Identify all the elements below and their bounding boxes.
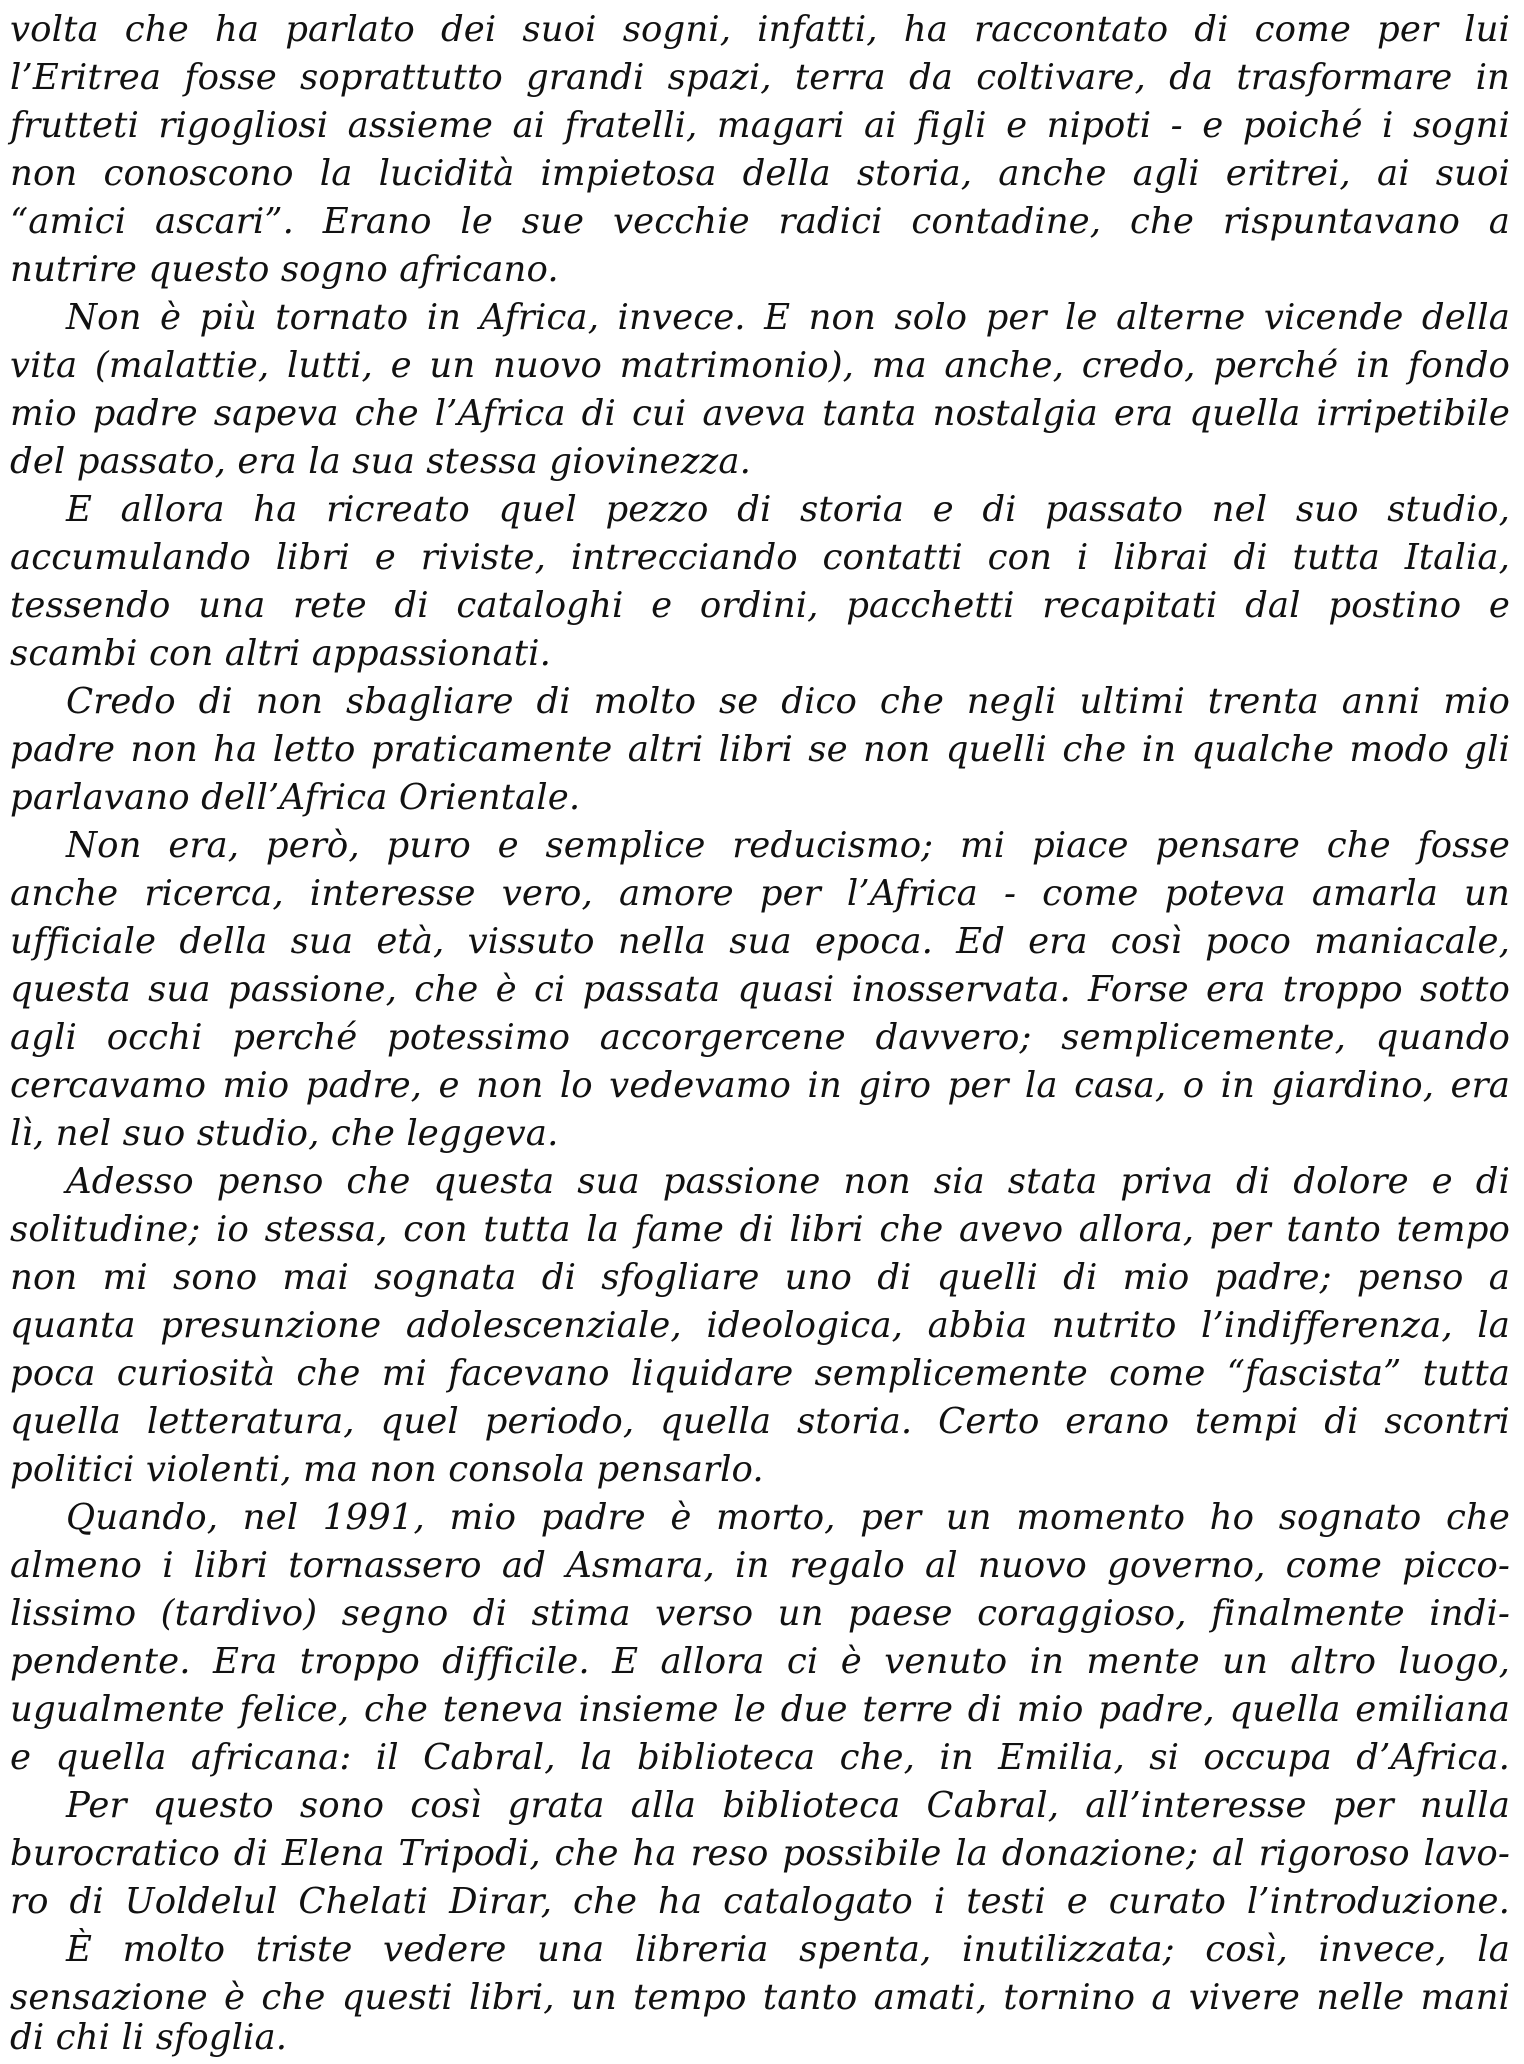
text-line: scambi con altri appassionati. [10, 633, 551, 674]
text-line: del passato, era la sua stessa giovinezza. [10, 441, 751, 482]
text-line: frutteti rigogliosi assieme ai fratelli, magari ai figli e nipoti - e poiché i sogni [10, 105, 1510, 146]
text-line: agli occhi perché potessimo accorgercene davvero; semplicemente, quando [10, 1017, 1510, 1058]
text-line: e quella africana: il Cabral, la biblioteca che, in Emilia, si occupa d’Africa. [10, 1737, 1510, 1778]
paragraph-first-line: È molto triste vedere una libreria spenta, inutilizzata; così, invece, la [66, 1929, 1510, 1970]
text-line: sensazione è che questi libri, un tempo tanto amati, tornino a vivere nelle mani [10, 1977, 1510, 2018]
paragraph-first-line: Adesso penso che questa sua passione non sia stata priva di dolore e di [66, 1161, 1510, 1202]
text-line: anche ricerca, interesse vero, amore per l’Africa - come poteva amarla un [10, 873, 1510, 914]
text-line: solitudine; io stessa, con tutta la fame di libri che avevo allora, per tanto tempo [10, 1209, 1510, 1250]
text-line: volta che ha parlato dei suoi sogni, infatti, ha raccontato di come per lui [10, 9, 1510, 50]
text-line: accumulando libri e riviste, intrecciando contatti con i librai di tutta Italia, [10, 537, 1510, 578]
text-line: parlavano dell’Africa Orientale. [10, 777, 581, 818]
text-line: almeno i libri tornassero ad Asmara, in regalo al nuovo governo, come picco- [10, 1545, 1510, 1586]
paragraph-first-line: Quando, nel 1991, mio padre è morto, per un momento ho sognato che [66, 1497, 1510, 1538]
text-line: di chi li sfoglia. [10, 2017, 288, 2058]
text-line: nutrire questo sogno africano. [10, 249, 559, 290]
document-page [10, 0, 1510, 2064]
text-line: quella letteratura, quel periodo, quella storia. Certo erano tempi di scontri [10, 1401, 1510, 1442]
text-line: l’Eritrea fosse soprattutto grandi spazi, terra da coltivare, da trasformare in [10, 57, 1510, 98]
text-line: padre non ha letto praticamente altri libri se non quelli che in qualche modo gli [10, 729, 1510, 770]
text-line: lì, nel suo studio, che leggeva. [10, 1113, 559, 1154]
text-line: non mi sono mai sognata di sfogliare uno di quelli di mio padre; penso a [10, 1257, 1510, 1298]
text-line: burocratico di Elena Tripodi, che ha reso possibile la donazione; al rigoroso lavo- [10, 1833, 1510, 1874]
text-line: ro di Uoldelul Chelati Dirar, che ha catalogato i testi e curato l’introduzione. [10, 1881, 1510, 1922]
paragraph-first-line: Per questo sono così grata alla biblioteca Cabral, all’interesse per nulla [66, 1785, 1510, 1826]
text-line: ugualmente felice, che teneva insieme le due terre di mio padre, quella emiliana [10, 1689, 1510, 1730]
text-line: non conoscono la lucidità impietosa della storia, anche agli eritrei, ai suoi [10, 153, 1510, 194]
paragraph-first-line: Non era, però, puro e semplice reducismo; mi piace pensare che fosse [66, 825, 1510, 866]
text-line: vita (malattie, lutti, e un nuovo matrimonio), ma anche, credo, perché in fondo [10, 345, 1510, 386]
text-line: cercavamo mio padre, e non lo vedevamo in giro per la casa, o in giardino, era [10, 1065, 1510, 1106]
text-line: mio padre sapeva che l’Africa di cui aveva tanta nostalgia era quella irripetibile [10, 393, 1510, 434]
paragraph-first-line: Non è più tornato in Africa, invece. E non solo per le alterne vicende della [66, 297, 1510, 338]
text-line: quanta presunzione adolescenziale, ideologica, abbia nutrito l’indifferenza, la [10, 1305, 1510, 1346]
text-line: questa sua passione, che è ci passata quasi inosservata. Forse era troppo sotto [10, 969, 1510, 1010]
text-line: “amici ascari”. Erano le sue vecchie radici contadine, che rispuntavano a [10, 201, 1510, 242]
paragraph-first-line: Credo di non sbagliare di molto se dico che negli ultimi trenta anni mio [66, 681, 1510, 722]
text-line: poca curiosità che mi facevano liquidare semplicemente come “fascista” tutta [10, 1353, 1510, 1394]
text-line: pendente. Era troppo difficile. E allora ci è venuto in mente un altro luogo, [10, 1641, 1510, 1682]
text-line: ufficiale della sua età, vissuto nella sua epoca. Ed era così poco maniacale, [10, 921, 1510, 962]
paragraph-first-line: E allora ha ricreato quel pezzo di storia e di passato nel suo studio, [66, 489, 1510, 530]
text-line: tessendo una rete di cataloghi e ordini, pacchetti recapitati dal postino e [10, 585, 1510, 626]
text-line: lissimo (tardivo) segno di stima verso un paese coraggioso, finalmente indi- [10, 1593, 1510, 1634]
text-line: politici violenti, ma non consola pensarlo. [10, 1449, 764, 1490]
